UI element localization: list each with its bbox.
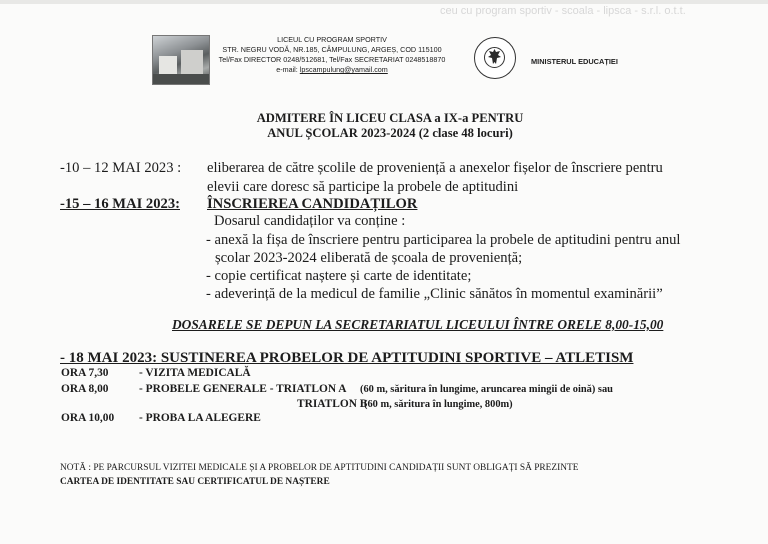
section2-heading: ÎNSCRIEREA CANDIDAȚILOR xyxy=(207,196,418,212)
schedule-activity: TRIATLON B xyxy=(297,398,368,410)
note-line: NOTĂ : PE PARCURSUL VIZITEI MEDICALE ȘI A PROBELOR DE APTITUDINI CANDIDAȚII SUNT OBLIGAȚI SĂ PREZINTE xyxy=(60,463,579,473)
section1-text-cont: elevii care doresc să participe la probele de aptitudini xyxy=(207,179,519,195)
page-subtitle: ANUL ȘCOLAR 2023-2024 (2 clase 48 locuri) xyxy=(267,126,513,140)
scan-edge xyxy=(0,0,768,4)
government-seal-icon xyxy=(474,37,516,79)
school-photo xyxy=(152,35,210,85)
schedule-activity: - VIZITA MEDICALĂ xyxy=(139,367,251,379)
list-item: școlar 2023-2024 eliberată de școala de proveniență; xyxy=(215,250,523,266)
note-line: CARTEA DE IDENTITATE SAU CERTIFICATUL DE NAȘTERE xyxy=(60,477,330,487)
list-item: - anexă la fișa de înscriere pentru participarea la probele de aptitudini pentru anul xyxy=(206,232,681,248)
submission-notice: DOSARELE SE DEPUN LA SECRETARIATUL LICEULUI ÎNTRE ORELE 8,00-15,00 xyxy=(172,317,664,332)
ministry-label: MINISTERUL EDUCAȚIEI xyxy=(531,57,618,66)
schedule-time: ORA 8,00 xyxy=(61,383,109,395)
schedule-detail: (60 m, săritura în lungime, aruncarea mingii de oină) sau xyxy=(360,384,613,395)
email-link[interactable]: lpscampulung@yamail.com xyxy=(299,65,388,74)
schedule-activity: - PROBELE GENERALE - TRIATLON A xyxy=(139,383,347,395)
section2-date: -15 – 16 MAI 2023: xyxy=(60,196,180,212)
list-item: - copie certificat naștere și carte de identitate; xyxy=(206,268,472,284)
bleed-through-text: ceu cu program sportiv - scoala - lipsca - s.r.l. o.t.t. xyxy=(440,5,686,17)
schedule-time: ORA 10,00 xyxy=(61,412,115,424)
section3-heading: - 18 MAI 2023: SUSTINEREA PROBELOR DE APTITUDINI SPORTIVE – ATLETISM xyxy=(60,350,634,366)
school-phone: Tel/Fax DIRECTOR 0248/512681, Tel/Fax SECRETARIAT 0248518870 xyxy=(218,55,446,64)
school-address: STR. NEGRU VODĂ, NR.185, CÂMPULUNG, ARGEȘ, COD 115100 xyxy=(222,45,442,54)
section2-intro: Dosarul candidaților va conține : xyxy=(214,213,406,229)
school-info xyxy=(208,35,456,75)
section1-date: -10 – 12 MAI 2023 : xyxy=(60,160,182,176)
school-email: e-mail: lpscampulung@yamail.com xyxy=(276,65,388,74)
schedule-activity: - PROBA LA ALEGERE xyxy=(139,412,261,424)
school-name: LICEUL CU PROGRAM SPORTIV xyxy=(277,35,387,44)
page-title: ADMITERE ÎN LICEU CLASA a IX-a PENTRU xyxy=(256,111,524,125)
section1-text: eliberarea de către școlile de proveniență a anexelor fișelor de înscriere pentru xyxy=(207,160,663,176)
list-item: - adeverință de la medicul de familie „Clinic sănătos în momentul examinării” xyxy=(206,286,663,302)
schedule-detail: (60 m, săritura în lungime, 800m) xyxy=(364,399,513,410)
eagle-icon xyxy=(487,48,502,66)
schedule-time: ORA 7,30 xyxy=(61,367,109,379)
